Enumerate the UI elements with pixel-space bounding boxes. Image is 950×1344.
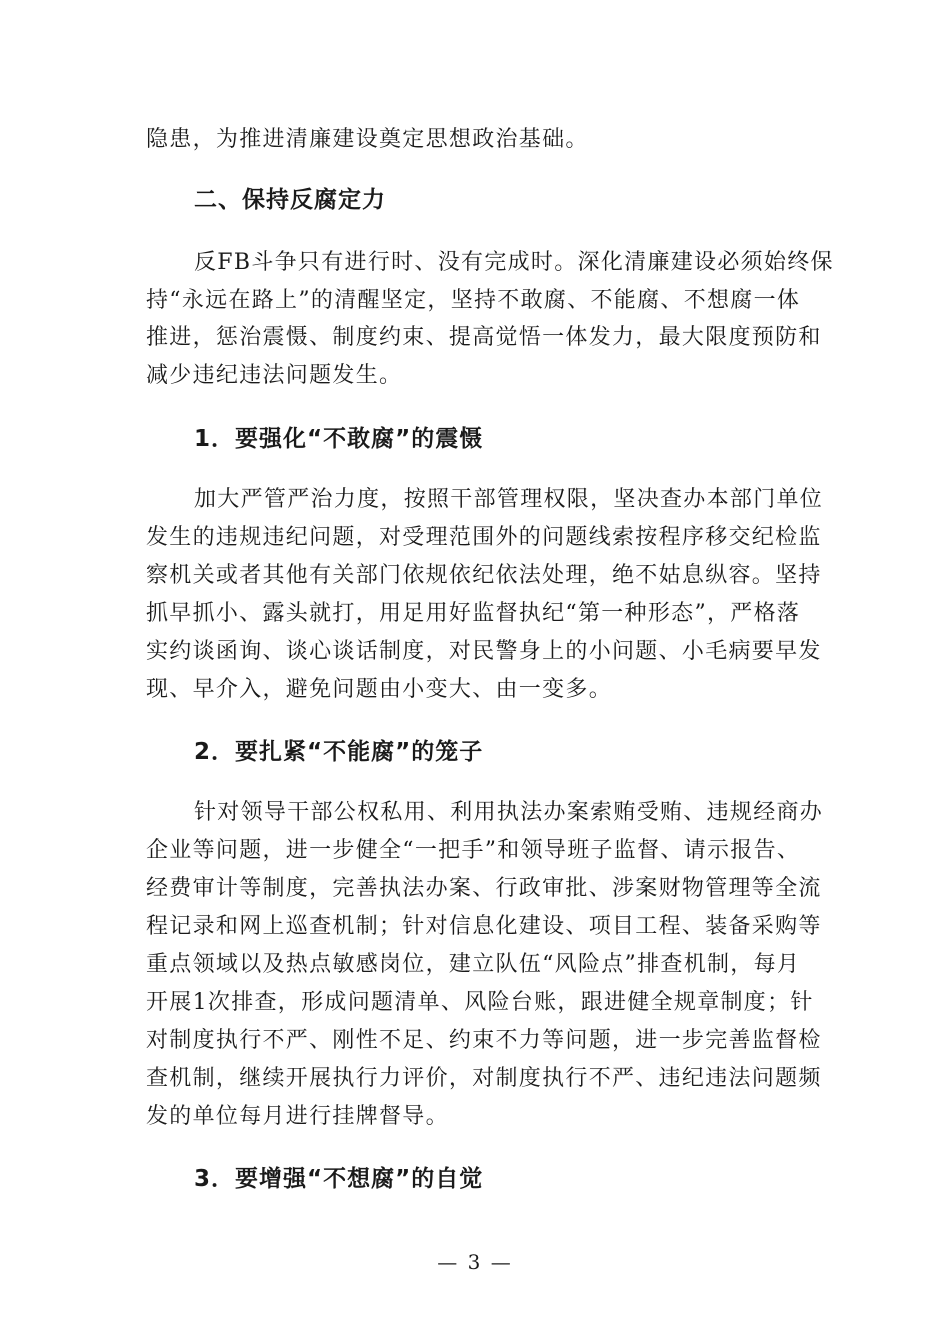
paragraph-line: 开展1次排查，形成问题清单、风险台账，跟进健全规章制度；针 xyxy=(146,990,814,1015)
paragraph-line: 针对领导干部公权私用、利用执法办案索贿受贿、违规经商办 xyxy=(194,800,824,825)
intro-line: 隐患，为推进清廉建设奠定思想政治基础。 xyxy=(146,127,589,152)
paragraph-line: 经费审计等制度，完善执法办案、行政审批、涉案财物管理等全流 xyxy=(146,876,822,901)
paragraph-line: 重点领域以及热点敏感岗位，建立队伍“风险点”排查机制，每月 xyxy=(146,952,801,977)
paragraph-line: 加大严管严治力度，按照干部管理权限，坚决查办本部门单位 xyxy=(194,487,824,512)
section-two-heading: 二、保持反腐定力 xyxy=(194,187,386,213)
paragraph-line: 抓早抓小、露头就打，用足用好监督执纪“第一种形态”，严格落 xyxy=(146,601,801,626)
paragraph-line: 发生的违规违纪问题，对受理范围外的问题线索按程序移交纪检监 xyxy=(146,525,822,550)
paragraph-line: 减少违纪违法问题发生。 xyxy=(146,363,403,388)
paragraph-line: 察机关或者其他有关部门依规依纪依法处理，绝不姑息纵容。坚持 xyxy=(146,563,822,588)
paragraph-line: 现、早介入，避免问题由小变大、由一变多。 xyxy=(146,677,613,702)
paragraph-line: 企业等问题，进一步健全“一把手”和领导班子监督、请示报告、 xyxy=(146,838,801,863)
subsection-2-heading: 2．要扎紧“不能腐”的笼子 xyxy=(194,739,484,765)
paragraph-line: 程记录和网上巡查机制；针对信息化建设、项目工程、装备采购等 xyxy=(146,914,822,939)
page-number: — 3 — xyxy=(437,1250,513,1274)
subsection-1-heading: 1．要强化“不敢腐”的震慑 xyxy=(194,426,484,452)
paragraph-line: 推进，惩治震慑、制度约束、提高觉悟一体发力，最大限度预防和 xyxy=(146,325,822,350)
paragraph-line: 对制度执行不严、刚性不足、约束不力等问题，进一步完善监督检 xyxy=(146,1028,822,1053)
subsection-3-heading: 3．要增强“不想腐”的自觉 xyxy=(194,1166,484,1192)
paragraph-line: 持“永远在路上”的清醒坚定，坚持不敢腐、不能腐、不想腐一体 xyxy=(146,288,801,313)
paragraph-line: 实约谈函询、谈心谈话制度，对民警身上的小问题、小毛病要早发 xyxy=(146,639,822,664)
paragraph-line: 查机制，继续开展执行力评价，对制度执行不严、违纪违法问题频 xyxy=(146,1066,822,1091)
paragraph-line: 发的单位每月进行挂牌督导。 xyxy=(146,1104,449,1129)
paragraph-line: 反FB斗争只有进行时、没有完成时。深化清廉建设必须始终保 xyxy=(194,250,834,275)
